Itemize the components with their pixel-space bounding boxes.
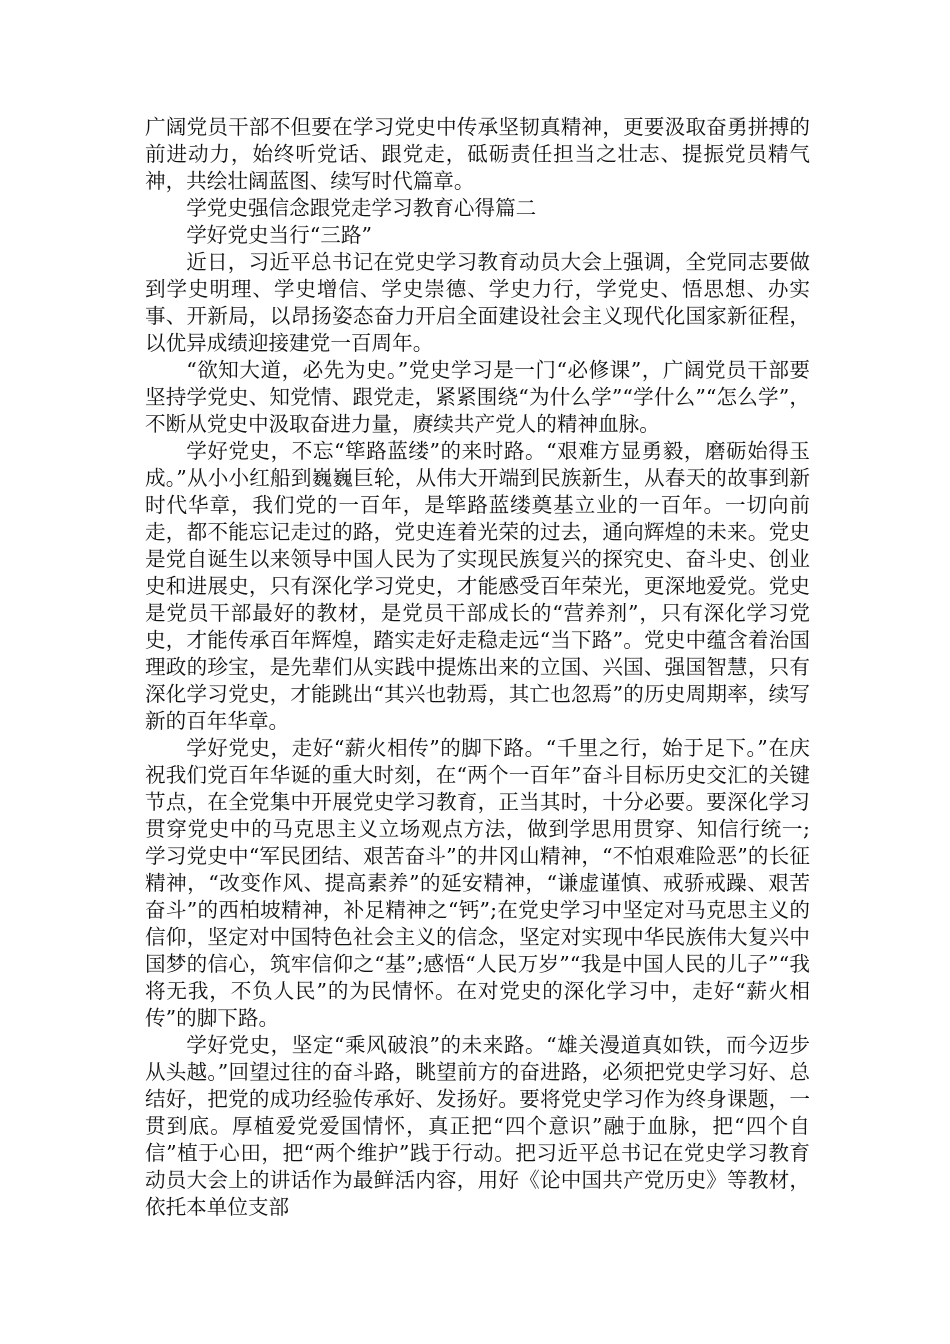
paragraph-quote: “欲知大道，必先为史。”党史学习是一门“必修课”，广阔党员干部要坚持学党史、知党情、跟党走，紧紧围绕“为什么学”“学什么”“怎么学”，不断从党史中汲取奋进力量，赓续共产党人的精神血脉。 — [145, 358, 810, 436]
paragraph-intro: 近日，习近平总书记在党史学习教育动员大会上强调，全党同志要做到学史明理、学史增信、学史崇德、学史力行，学党史、悟思想、办实事、开新局，以昂扬姿态奋力开启全面建设社会主义现代化国家新征程，以优异成绩迎接建党一百周年。 — [145, 250, 810, 355]
document-body — [145, 114, 810, 1221]
paragraph-past-road: 学好党史，不忘“筚路蓝缕”的来时路。“艰难方显勇毅，磨砺始得玉成。”从小小红船到巍巍巨轮，从伟大开端到民族新生，从春天的故事到新时代华章，我们党的一百年，是筚路蓝缕奠基立业的一百年。一切向前走，都不能忘记走过的路，党史连着光荣的过去，通向辉煌的未来。党史是党自诞生以来领导中国人民为了实现民族复兴的探究史、奋斗史、创业史和进展史，只有深化学习党史，才能感受百年荣光，更深地爱党。党史是党员干部最好的教材，是党员干部成长的“营养剂”，只有深化学习党史，才能传承百年辉煌，踏实走好走稳走远“当下路”。党史中蕴含着治国理政的珍宝，是先辈们从实践中提炼出来的立国、兴国、强国智慧，只有深化学习党史，才能跳出“其兴也勃焉，其亡也忽焉”的历史周期率，续写新的百年华章。 — [145, 439, 810, 733]
paragraph-present-road: 学好党史，走好“薪火相传”的脚下路。“千里之行，始于足下。”在庆祝我们党百年华诞的重大时刻，在“两个一百年”奋斗目标历史交汇的关键节点，在全党集中开展党史学习教育，正当其时，十分必要。要深化学习贯穿党史中的马克思主义立场观点方法，做到学思用贯穿、知信行统一;学习党史中“军民团结、艰苦奋斗”的井冈山精神，“不怕艰难险恶”的长征精神，“改变作风、提高素养”的延安精神，“谦虚谨慎、戒骄戒躁、艰苦奋斗”的西柏坡精神，补足精神之“钙”;在党史学习中坚定对马克思主义的信仰，坚定对中国特色社会主义的信念，坚定对实现中华民族伟大复兴中国梦的信心，筑牢信仰之“基”;感悟“人民万岁”“我是中国人民的儿子”“我将无我，不负人民”的为民情怀。在对党史的深化学习中，走好“薪火相传”的脚下路。 — [145, 736, 810, 1030]
paragraph-1: 广阔党员干部不但要在学习党史中传承坚韧真精神，更要汲取奋勇拼搏的前进动力，始终听党话、跟党走，砥砺责任担当之壮志、提振党员精气神，共绘壮阔蓝图、续写时代篇章。 — [145, 115, 810, 193]
section-title: 学党史强信念跟党走学习教育心得篇二 — [186, 196, 537, 220]
paragraph-future-road: 学好党史，坚定“乘风破浪”的未来路。“雄关漫道真如铁，而今迈步从头越。”回望过往的奋斗路，眺望前方的奋进路，必须把党史学习好、总结好，把党的成功经验传承好、发扬好。要将党史学习作为终身课题，一贯到底。厚植爱党爱国情怀，真正把“四个意识”融于血脉，把“四个自信”植于心田，把“两个维护”践于行动。把习近平总书记在党史学习教育动员大会上的讲话作为最鲜活内容，用好《论中国共产党历史》等教材，依托本单位支部 — [145, 1033, 810, 1219]
article-subtitle: 学好党史当行“三路” — [186, 223, 372, 247]
